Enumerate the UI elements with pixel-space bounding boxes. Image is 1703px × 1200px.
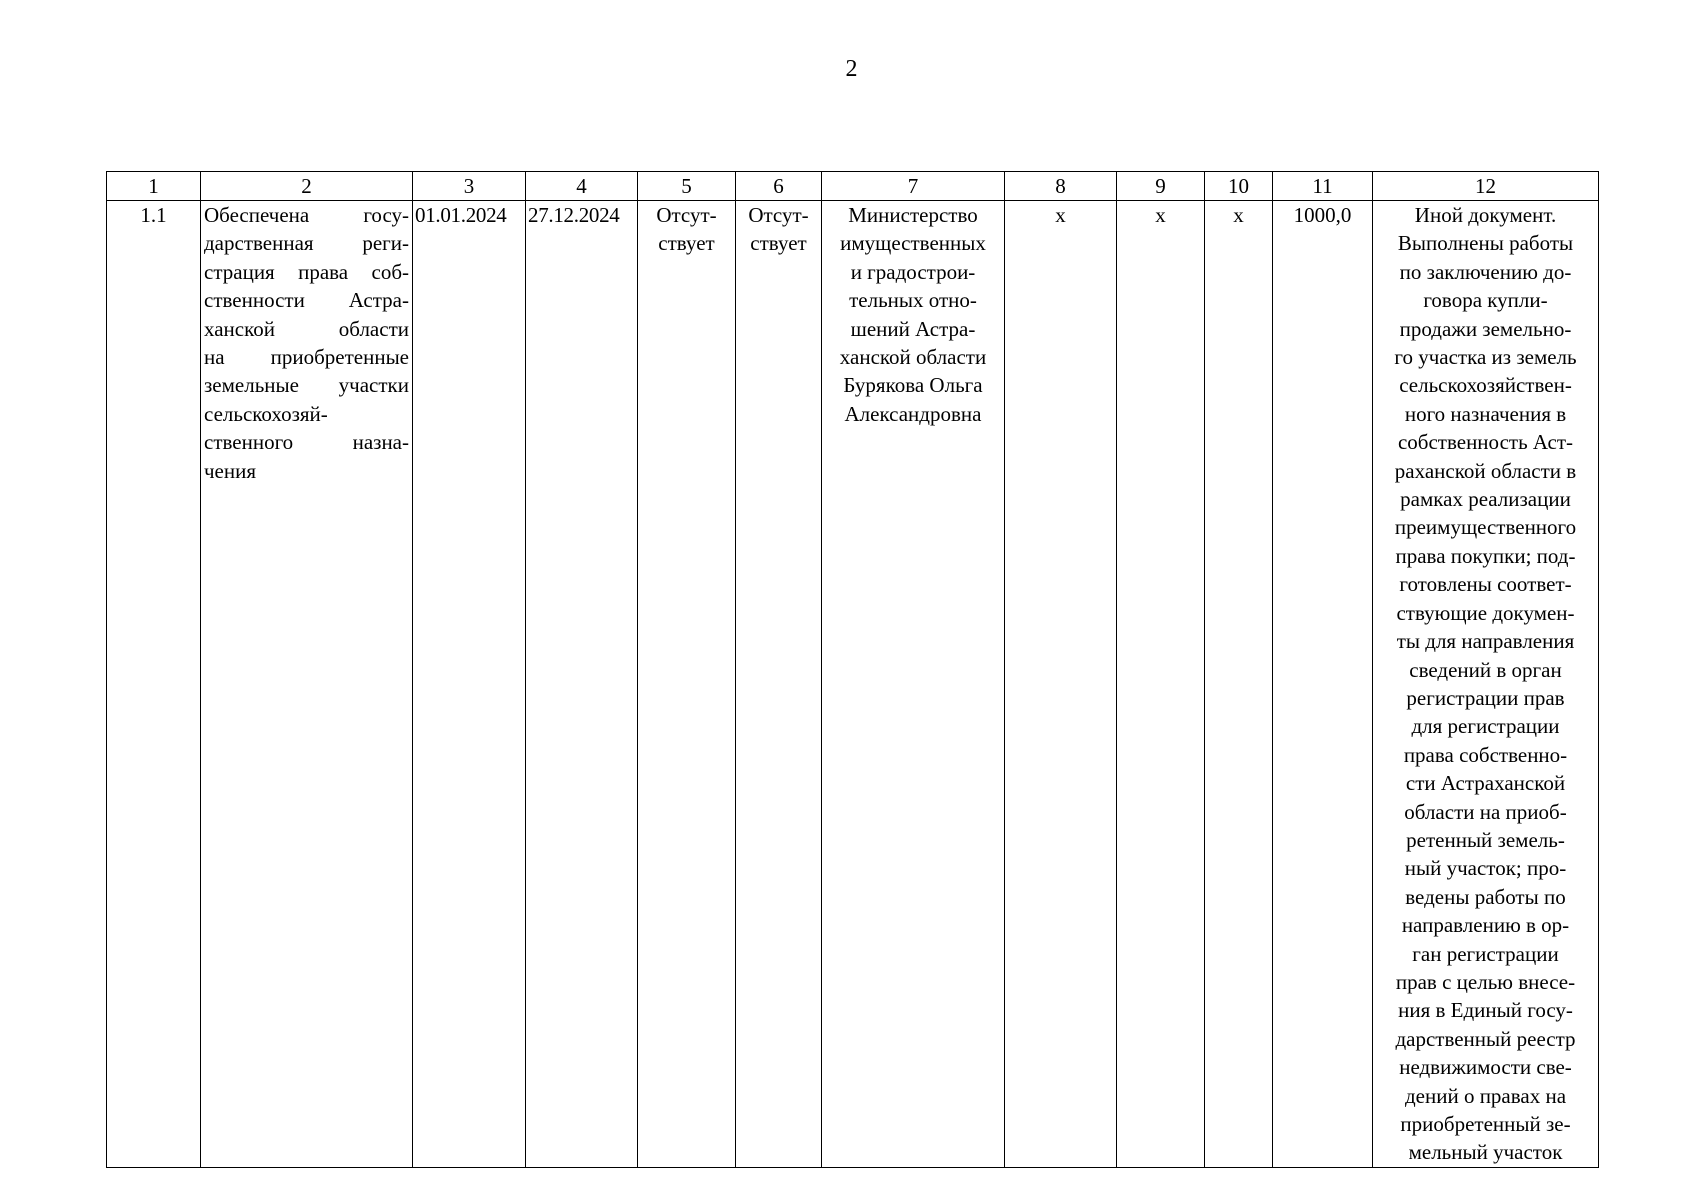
description-line: ханской области [204,316,409,341]
result-line: собственность Аст- [1397,430,1574,455]
result-line: по заключению до- [1399,259,1572,284]
column-10-cell: х [1205,201,1273,1168]
responsible-line: Бурякова Ольга [843,373,983,398]
page-number: 2 [845,56,858,82]
result-line: мельный участок [1408,1140,1563,1165]
result-line: сти Астраханской [1405,771,1566,796]
result-line: Выполнены работы [1397,231,1574,256]
column-header: 6 [736,172,822,201]
result-line: ный участок; про- [1404,856,1567,881]
description-line: чения [204,458,257,483]
column-header: 9 [1117,172,1205,201]
row-number-cell: 1.1 [107,201,201,1168]
column-header: 2 [201,172,413,201]
responsible-line: Александровна [844,401,982,426]
result-line: ния в Единый госу- [1398,998,1573,1023]
description-line: Обеспечена госу- [204,203,409,227]
result-line: сельскохозяйствен- [1399,373,1572,398]
result-line: рамках реализации [1400,487,1571,512]
result-line: сведений в орган [1409,657,1562,682]
table-header-row [107,172,1599,201]
column-6-line: Отсут- [748,203,809,227]
result-line: приобретенный зе- [1400,1112,1571,1136]
column-header: 12 [1373,172,1599,201]
responsible-line: шений Астра- [850,316,976,341]
result-line: регистрации прав [1406,685,1565,710]
result-line: права покупки; под- [1395,543,1576,568]
description-line: страция права соб- [204,259,409,284]
column-5-line: Отсут- [656,203,717,227]
result-line: го участка из земель [1394,345,1577,370]
report-table [106,171,1599,1168]
column-header: 4 [526,172,638,201]
start-date-cell: 01.01.2024 [413,201,526,1168]
result-line: ретенный земель- [1406,827,1565,852]
column-header: 5 [638,172,736,201]
result-line: ты для направления [1396,629,1575,654]
amount-cell: 1000,0 [1273,201,1373,1168]
column-header: 10 [1205,172,1273,201]
description-cell [201,201,413,1168]
result-line: недвижимости све- [1399,1055,1572,1080]
column-header: 1 [107,172,201,201]
result-line: преимущественного [1394,515,1577,540]
result-line: направлению в ор- [1401,913,1570,938]
description-line: на приобретенные [204,345,409,370]
responsible-line: тельных отно- [849,288,977,313]
column-9-cell: х [1117,201,1205,1168]
responsible-cell [822,201,1005,1168]
result-line: готовлены соответ- [1399,572,1572,597]
end-date-cell: 27.12.2024 [526,201,638,1168]
column-5-line: ствует [658,231,715,256]
description-line: сельскохозяй- [204,401,328,426]
result-line: ведены работы по [1405,884,1566,909]
result-line: права собственно- [1403,742,1568,767]
responsible-line: имущественных [840,231,986,256]
responsible-line: Министерство [848,203,978,227]
result-line: Иной документ. [1414,203,1557,227]
column-header: 11 [1273,172,1373,201]
responsible-line: ханской области [839,345,987,370]
description-line: ственности Астра- [204,288,409,313]
result-line: ствующие докумен- [1396,600,1575,625]
column-6-cell [736,201,822,1168]
result-line: продажи земельно- [1399,316,1572,341]
result-line: раханской области в [1394,458,1577,483]
result-line: прав с целью внесе- [1395,969,1576,994]
result-line: ган регистрации [1412,941,1559,966]
result-line: говора купли- [1423,288,1548,313]
column-header: 8 [1005,172,1117,201]
column-header: 3 [413,172,526,201]
responsible-line: и градострои- [850,259,976,284]
column-6-line: ствует [750,231,807,256]
result-line: ного назначения в [1404,401,1567,426]
column-5-cell [638,201,736,1168]
result-line: области на приоб- [1404,799,1567,824]
table-row [107,201,1599,1168]
description-line: земельные участки [204,373,409,398]
result-line: для регистрации [1411,714,1560,739]
description-line: ственного назна- [204,430,409,455]
result-line: дарственный реестр [1395,1026,1576,1051]
column-header: 7 [822,172,1005,201]
result-line: дений о правах на [1404,1083,1567,1108]
result-cell [1373,201,1599,1168]
description-line: дарственная реги- [204,231,409,256]
column-8-cell: х [1005,201,1117,1168]
